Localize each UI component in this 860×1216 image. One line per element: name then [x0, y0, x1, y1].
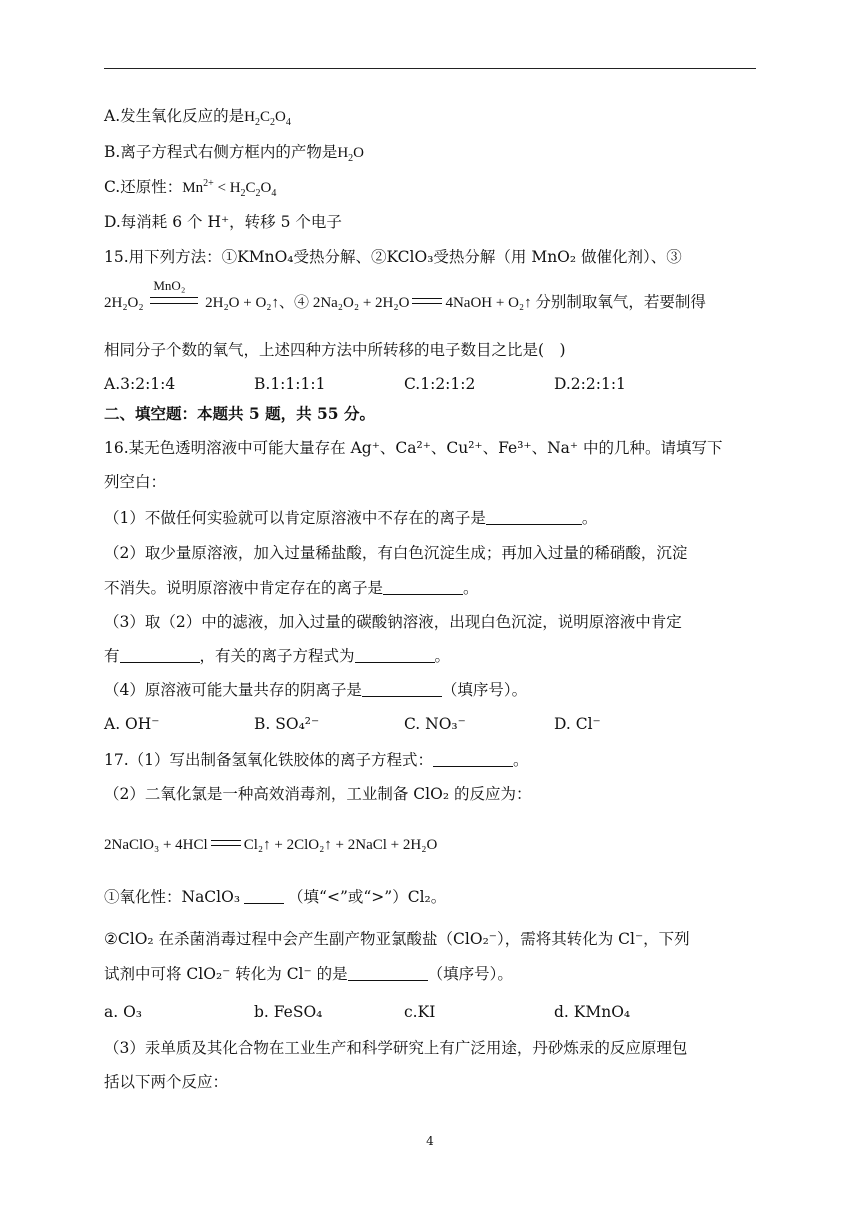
answer-blank — [486, 509, 582, 525]
q16-option-b: B. SO₄²⁻ — [254, 715, 320, 733]
page-number: 4 — [426, 1134, 434, 1148]
q16-part3-line1: （3）取（2）中的滤液，加入过量的碳酸钠溶液，出现白色沉淀，说明原溶液中肯定 — [104, 613, 682, 631]
q17-option-c: c.KI — [404, 1003, 436, 1021]
q15-option-c: C.1:2:1:2 — [404, 375, 476, 393]
q16-option-a: A. OH⁻ — [104, 715, 160, 733]
q16-part4: （4）原溶液可能大量共存的阴离子是 （填序号）。 — [104, 681, 528, 699]
header-rule — [104, 68, 756, 69]
answer-blank — [433, 751, 513, 767]
q17-part2: （2）二氧化氯是一种高效消毒剂，工业制备 ClO₂ 的反应为： — [104, 785, 532, 803]
q17-part3-line1: （3）汞单质及其化合物在工业生产和科学研究上有广泛用途，丹砂炼汞的反应原理包 — [104, 1039, 688, 1057]
q16-stem-line2: 列空白： — [104, 473, 167, 491]
q17-sub2-line2: 试剂中可将 ClO₂⁻ 转化为 Cl⁻ 的是 （填序号）。 — [104, 965, 513, 983]
q16-part2-line1: （2）取少量原溶液，加入过量稀盐酸，有白色沉淀生成；再加入过量的稀硝酸，沉淀 — [104, 544, 688, 562]
q16-part2-line2: 不消失。说明原溶液中肯定存在的离子是 。 — [104, 579, 479, 597]
q16-option-d: D. Cl⁻ — [554, 715, 601, 733]
answer-blank — [383, 579, 463, 595]
answer-blank — [355, 647, 435, 663]
q16-option-c: C. NO₃⁻ — [404, 715, 466, 733]
catalyst-label: MnO₂ — [153, 278, 186, 293]
q17-part1: 17.（1）写出制备氢氧化铁胶体的离子方程式： 。 — [104, 751, 529, 769]
q17-equation: 2NaClO₃ + 4HCl Cl₂↑ + 2ClO₂↑ + 2NaCl + 2H₂O — [104, 837, 438, 853]
q17-option-b: b. FeSO₄ — [254, 1003, 323, 1021]
q16-stem-line1: 16.某无色透明溶液中可能大量存在 Ag⁺、Ca²⁺、Cu²⁺、Fe³⁺、Na⁺ 中的几种。请填写下 — [104, 439, 723, 457]
q16-part1: （1）不做任何实验就可以肯定原溶液中不存在的离子是 。 — [104, 509, 598, 527]
q15-options — [104, 374, 756, 394]
q15-option-d: D.2:2:1:1 — [554, 375, 626, 393]
q17-part3-line2: 括以下两个反应： — [104, 1073, 229, 1091]
q14-option-b: B.离子方程式右侧方框内的产物是$H_2O$ — [104, 143, 365, 164]
q15-option-a: A.3:2:1:4 — [104, 375, 176, 393]
q16-part3-line2: 有 ，有关的离子方程式为 。 — [104, 647, 451, 665]
answer-blank — [362, 681, 442, 697]
q17-option-d: d. KMnO₄ — [554, 1003, 631, 1021]
section-heading: 二、填空题：本题共 5 题，共 55 分。 — [104, 404, 375, 423]
q17-sub1: ①氧化性：NaClO₃ （填“<”或“>”）Cl₂。 — [104, 888, 447, 906]
q17-option-a: a. O₃ — [104, 1003, 143, 1021]
q15-stem-line2: 相同分子个数的氧气，上述四种方法中所转移的电子数目之比是( ) — [104, 341, 566, 359]
q17-sub2-line1: ②ClO₂ 在杀菌消毒过程中会产生副产物亚氯酸盐（ClO₂⁻），需将其转化为 Cl⁻，下列 — [104, 930, 690, 948]
answer-blank — [120, 647, 200, 663]
q14-option-d: D.每消耗 6 个 H⁺，转移 5 个电子 — [104, 213, 342, 231]
q14-option-a: A.发生氧化反应的是$H_2C_2O_4$ — [104, 107, 291, 128]
answer-blank — [244, 888, 284, 904]
q15-stem-line1: 15.用下列方法：①KMnO₄受热分解、②KClO₃受热分解（用 MnO₂ 做催化剂）、③ — [104, 248, 682, 266]
q15-equations: 2H₂O₂ MnO₂ 2H₂O + O₂↑、④ 2Na₂O₂ + 2H₂O 4NaOH + O₂↑ 分别制取氧气，若要制得 — [104, 278, 706, 311]
answer-blank — [348, 965, 428, 981]
q16-options — [104, 714, 756, 734]
q15-option-b: B.1:1:1:1 — [254, 375, 326, 393]
q17-options — [104, 1002, 756, 1022]
q14-option-c: C.还原性：$Mn^{2+} < H_2C_2O_4$ — [104, 178, 277, 199]
